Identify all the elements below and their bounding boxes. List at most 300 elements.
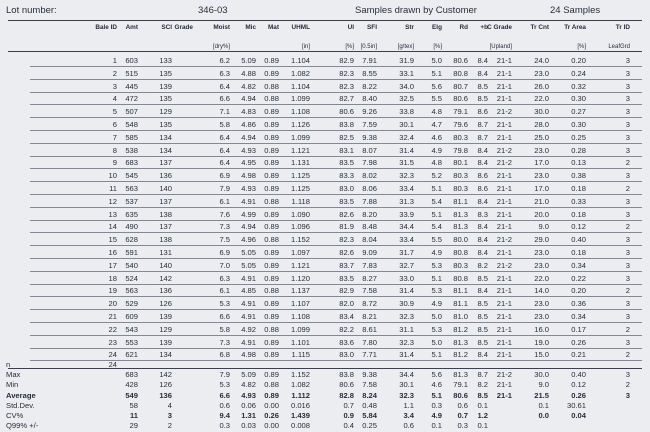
summary-value: 0.9: [343, 411, 354, 420]
table-cell: 8.4: [477, 68, 488, 78]
table-cell: 4.91: [241, 299, 256, 309]
table-cell: 5.1: [431, 350, 442, 360]
table-cell: 21-1: [496, 120, 512, 129]
table-cell: 3: [625, 94, 630, 104]
summary-value: 21-2: [496, 370, 512, 380]
table-cell: 15.0: [534, 350, 549, 360]
summary-value: 5.1: [431, 390, 442, 400]
summary-value: 0.00: [264, 421, 279, 431]
table-cell: 82.7: [339, 94, 354, 104]
row-divider: [30, 258, 642, 259]
table-cell: 0.13: [571, 158, 586, 168]
table-cell: 21-1: [496, 324, 512, 334]
table-cell: 8.4: [477, 158, 488, 168]
table-cell: 82.3: [339, 68, 354, 78]
column-header: Str: [405, 24, 414, 31]
table-cell: 21-1: [496, 68, 512, 78]
lot-value: 346-03: [198, 5, 228, 16]
table-cell: 82.0: [339, 299, 354, 309]
table-cell: 6.6: [219, 94, 230, 104]
table-cell: 4.94: [241, 132, 256, 142]
summary-value: 30.0: [534, 370, 549, 380]
column-unit: [%]: [345, 44, 354, 50]
table-cell: 80.8: [453, 273, 468, 283]
summary-value: 0.40: [571, 370, 586, 380]
table-cell: 81.3: [453, 337, 468, 347]
table-cell: 0.18: [571, 248, 586, 257]
table-cell: 8.22: [362, 81, 377, 91]
table-cell: 1.121: [290, 145, 310, 155]
table-cell: 21-1: [496, 56, 512, 65]
table-cell: 2: [625, 350, 630, 360]
row-divider: [30, 322, 642, 323]
table-cell: 5.3: [219, 299, 230, 309]
table-cell: 8.4: [477, 196, 488, 206]
table-cell: 18: [108, 273, 117, 283]
summary-value: 5.3: [219, 380, 230, 390]
table-cell: 5.2: [431, 171, 442, 181]
table-cell: 5.4: [431, 222, 442, 232]
summary-value: 0.89: [264, 390, 279, 400]
table-cell: 0.89: [264, 107, 279, 117]
table-cell: 1.104: [290, 56, 310, 65]
table-cell: 0.88: [264, 196, 279, 206]
table-cell: 7.3: [219, 222, 230, 232]
table-cell: 80.3: [453, 171, 468, 181]
table-cell: 0.89: [264, 184, 279, 193]
table-cell: 4.98: [241, 350, 256, 360]
table-cell: 82.5: [339, 132, 354, 142]
summary-value: 1.152: [290, 370, 310, 380]
table-cell: 5.1: [431, 184, 442, 193]
row-divider: [30, 271, 642, 272]
summary-value: 83.8: [339, 370, 354, 380]
table-cell: 507: [125, 107, 138, 117]
table-cell: 5.09: [241, 56, 256, 65]
table-cell: 80.1: [453, 158, 468, 168]
summary-value: 0.89: [264, 370, 279, 380]
summary-value: 79.1: [453, 380, 468, 390]
table-cell: 32.4: [399, 132, 414, 142]
table-cell: 83.5: [339, 273, 354, 283]
table-cell: 4.91: [241, 312, 256, 321]
summary-value: 0.06: [241, 400, 256, 410]
table-cell: 1.099: [290, 132, 310, 142]
table-cell: 8.6: [477, 171, 488, 181]
table-cell: 1.126: [290, 120, 310, 129]
summary-value: 9.38: [362, 370, 377, 380]
row-divider: [30, 168, 642, 169]
table-cell: 22: [108, 324, 117, 334]
table-cell: 8.4: [477, 222, 488, 232]
table-cell: 31.4: [399, 350, 414, 360]
table-cell: 7.6: [219, 209, 230, 219]
column-header: Elg: [432, 24, 442, 31]
table-cell: 21-1: [496, 248, 512, 257]
column-header: +b: [480, 24, 488, 31]
table-cell: 4.86: [241, 120, 256, 129]
table-cell: 3: [625, 299, 630, 309]
table-cell: 1.097: [290, 248, 310, 257]
table-cell: 0.89: [264, 248, 279, 257]
table-cell: 9: [112, 158, 117, 168]
summary-value: 3: [625, 370, 630, 380]
summary-value: 0.25: [362, 421, 377, 431]
table-cell: 14: [108, 222, 117, 232]
table-cell: 138: [159, 209, 172, 219]
table-cell: 83.0: [339, 350, 354, 360]
table-cell: 80.6: [339, 107, 354, 117]
table-cell: 5.3: [431, 286, 442, 296]
table-cell: 472: [125, 94, 138, 104]
table-cell: 81.1: [453, 299, 468, 309]
table-cell: 80.8: [453, 248, 468, 257]
row-divider: [30, 104, 642, 105]
table-cell: 21-1: [496, 196, 512, 206]
table-cell: 21-1: [496, 184, 512, 193]
table-cell: 0.32: [571, 81, 586, 91]
table-cell: 4.7: [431, 120, 442, 129]
table-cell: 5.6: [431, 81, 442, 91]
table-cell: 0.89: [264, 120, 279, 129]
column-header: C Grade: [487, 24, 512, 31]
table-cell: 8.4: [477, 350, 488, 360]
table-cell: 0.21: [571, 350, 586, 360]
row-divider: [30, 79, 642, 80]
table-cell: 21-2: [496, 235, 512, 245]
summary-value: 1.1: [403, 400, 414, 410]
table-cell: 5.5: [431, 235, 442, 245]
table-cell: 529: [125, 299, 138, 309]
row-divider: [30, 296, 642, 297]
table-cell: 3: [625, 273, 630, 283]
table-cell: 81.2: [453, 324, 468, 334]
table-cell: 6.4: [219, 81, 230, 91]
summary-value: 21-1: [496, 390, 512, 400]
table-cell: 0.88: [264, 324, 279, 334]
table-cell: 16.0: [534, 324, 549, 334]
table-cell: 8.6: [477, 184, 488, 193]
summary-value: 30.1: [399, 380, 414, 390]
table-cell: 134: [159, 350, 172, 360]
table-cell: 2: [625, 286, 630, 296]
table-cell: 81.0: [453, 312, 468, 321]
table-cell: 0.36: [571, 299, 586, 309]
table-cell: 133: [159, 56, 172, 65]
row-divider: [30, 181, 642, 182]
summary-value: 0.7: [457, 411, 468, 420]
table-cell: 8.4: [477, 56, 488, 65]
table-cell: 0.27: [571, 107, 586, 117]
summary-value: 0.48: [362, 400, 377, 410]
table-cell: 0.89: [264, 350, 279, 360]
summary-value: 0.6: [219, 400, 230, 410]
table-cell: 12: [108, 196, 117, 206]
table-cell: 31.7: [399, 248, 414, 257]
table-cell: 32.3: [399, 337, 414, 347]
table-cell: 0.38: [571, 171, 586, 181]
summary-value: 8.5: [477, 390, 488, 400]
table-cell: 8.5: [477, 94, 488, 104]
column-header: Rd: [459, 24, 468, 31]
table-cell: 7.9: [219, 184, 230, 193]
table-cell: 8.5: [477, 273, 488, 283]
table-cell: 17.0: [534, 158, 549, 168]
summary-label: Average: [6, 390, 36, 400]
row-divider: [30, 156, 642, 157]
table-cell: 4.93: [241, 145, 256, 155]
table-cell: 4.96: [241, 235, 256, 245]
summary-value: 8.24: [362, 390, 377, 400]
table-cell: 8.4: [477, 235, 488, 245]
table-cell: 139: [159, 81, 172, 91]
summary-value: 80.6: [339, 380, 354, 390]
table-cell: 7.98: [362, 158, 377, 168]
table-cell: 5.1: [431, 209, 442, 219]
table-cell: 0.25: [571, 132, 586, 142]
table-cell: 0.20: [571, 56, 586, 65]
summary-value: 4.6: [431, 380, 442, 390]
row-divider: [30, 220, 642, 221]
table-cell: 8.55: [362, 68, 377, 78]
summary-value: 0.7: [343, 400, 354, 410]
table-cell: 135: [159, 94, 172, 104]
table-cell: 0.40: [571, 235, 586, 245]
table-cell: 81.9: [339, 222, 354, 232]
table-cell: 0.89: [264, 68, 279, 78]
table-cell: 131: [159, 248, 172, 257]
table-cell: 9.0: [538, 222, 549, 232]
summary-value: 428: [125, 380, 138, 390]
summary-value: 81.3: [453, 370, 468, 380]
table-cell: 5.4: [431, 196, 442, 206]
table-cell: 8.6: [477, 107, 488, 117]
summary-value: 82.8: [339, 390, 354, 400]
table-cell: 0.24: [571, 68, 586, 78]
table-cell: 20: [108, 299, 117, 309]
table-cell: 81.3: [453, 222, 468, 232]
table-cell: 1.152: [290, 235, 310, 245]
table-cell: 5.1: [431, 273, 442, 283]
table-cell: 34.4: [399, 222, 414, 232]
table-cell: 1.107: [290, 299, 310, 309]
table-cell: 3: [625, 196, 630, 206]
table-cell: 3: [625, 312, 630, 321]
table-cell: 4.95: [241, 158, 256, 168]
summary-value: 0.3: [431, 400, 442, 410]
table-cell: 31.4: [399, 145, 414, 155]
row-divider: [30, 117, 642, 118]
table-cell: 81.1: [453, 286, 468, 296]
table-cell: 31.4: [399, 286, 414, 296]
table-cell: 139: [159, 312, 172, 321]
row-divider: [30, 92, 642, 93]
table-cell: 0.89: [264, 158, 279, 168]
row-divider: [30, 348, 642, 349]
table-cell: 445: [125, 81, 138, 91]
table-cell: 21-1: [496, 94, 512, 104]
table-cell: 135: [159, 68, 172, 78]
table-cell: 4.94: [241, 222, 256, 232]
table-cell: 8.5: [477, 312, 488, 321]
summary-value: 32.3: [399, 390, 414, 400]
table-cell: 2: [625, 324, 630, 334]
table-cell: 81.3: [453, 209, 468, 219]
table-cell: 81.2: [453, 350, 468, 360]
table-cell: 563: [125, 286, 138, 296]
summary-value: 0.0: [538, 411, 549, 420]
table-cell: 23.0: [534, 145, 549, 155]
table-cell: 21-1: [496, 299, 512, 309]
table-cell: 4.98: [241, 171, 256, 181]
sample-count: 24 Samples: [550, 5, 601, 16]
table-cell: 21-1: [496, 171, 512, 181]
table-cell: 83.5: [339, 196, 354, 206]
summary-value: 4.82: [241, 380, 256, 390]
summary-value: 24: [108, 360, 117, 369]
column-unit: [g/tex]: [397, 44, 414, 50]
table-cell: 83.5: [339, 158, 354, 168]
table-cell: 24: [108, 350, 117, 360]
table-cell: 0.89: [264, 337, 279, 347]
summary-value: 9.4: [219, 411, 230, 420]
summary-value: 4.93: [241, 390, 256, 400]
summary-value: 58: [129, 400, 138, 410]
table-cell: 8.04: [362, 235, 377, 245]
summary-value: 7.9: [219, 370, 230, 380]
column-header: Grade: [174, 24, 193, 31]
table-cell: 6.4: [219, 145, 230, 155]
table-cell: 8.2: [477, 260, 488, 270]
table-cell: 1.118: [291, 196, 310, 206]
table-cell: 4.94: [241, 94, 256, 104]
table-cell: 4.8: [431, 158, 442, 168]
summary-value: 0.6: [403, 421, 414, 431]
column-header: Moist: [213, 24, 230, 31]
table-cell: 33.1: [399, 68, 414, 78]
summary-value: 1.31: [241, 411, 256, 420]
table-cell: 8: [112, 145, 117, 155]
table-cell: 0.89: [264, 56, 279, 65]
table-cell: 0.89: [264, 145, 279, 155]
table-cell: 2: [112, 68, 117, 78]
row-divider: [30, 66, 642, 67]
table-cell: 0.88: [264, 235, 279, 245]
table-cell: 126: [159, 299, 172, 309]
table-cell: 9.09: [362, 248, 377, 257]
table-cell: 4.99: [241, 209, 256, 219]
table-cell: 1.120: [290, 273, 310, 283]
summary-value: 0.016: [290, 400, 310, 410]
table-cell: 83.7: [339, 260, 354, 270]
table-cell: 4.91: [241, 196, 256, 206]
table-cell: 21-1: [496, 132, 512, 142]
summary-value: 2: [167, 421, 172, 431]
summary-value: 0.03: [241, 421, 256, 431]
column-header: Bale ID: [95, 24, 117, 31]
summary-value: 0.00: [264, 400, 279, 410]
table-cell: 5.0: [431, 56, 442, 65]
summary-value: 0.008: [290, 421, 310, 431]
table-cell: 4.91: [241, 273, 256, 283]
table-cell: 15: [108, 235, 117, 245]
table-cell: 585: [125, 132, 138, 142]
table-cell: 0.30: [571, 120, 586, 129]
table-cell: 0.89: [264, 312, 279, 321]
table-cell: 1.121: [290, 260, 310, 270]
summary-value: 1.439: [290, 411, 310, 420]
summary-value: 80.6: [453, 390, 468, 400]
summary-value: 142: [159, 370, 172, 380]
summary-label: Std.Dev.: [6, 400, 35, 410]
table-cell: 6.2: [219, 56, 230, 65]
summary-value: 0.26: [571, 390, 586, 400]
table-cell: 8.5: [477, 337, 488, 347]
table-cell: 8.06: [362, 184, 377, 193]
summary-value: 1.2: [477, 411, 488, 420]
table-cell: 0.34: [571, 260, 586, 270]
summary-value: 29: [129, 421, 138, 431]
table-cell: 83.1: [339, 145, 354, 155]
column-header: UHML: [291, 24, 310, 31]
summary-label: Max: [6, 370, 21, 380]
table-cell: 25.0: [534, 132, 549, 142]
column-unit: [%]: [577, 44, 586, 50]
column-unit: [Upland]: [489, 44, 512, 50]
table-cell: 79.1: [453, 107, 468, 117]
table-cell: 7.71: [362, 350, 377, 360]
table-cell: 134: [159, 145, 172, 155]
table-cell: 8.61: [362, 324, 377, 334]
summary-value: 1.112: [291, 390, 310, 400]
table-cell: 3: [625, 68, 630, 78]
column-header: SCI: [161, 24, 172, 31]
table-cell: 3: [625, 107, 630, 117]
summary-value: 0.88: [264, 380, 279, 390]
table-cell: 32.7: [399, 260, 414, 270]
table-cell: 3: [112, 81, 117, 91]
table-cell: 82.3: [339, 81, 354, 91]
table-cell: 5.05: [241, 260, 256, 270]
table-cell: 1.108: [290, 107, 310, 117]
table-cell: 4.8: [431, 107, 442, 117]
table-cell: 11: [109, 184, 117, 193]
table-cell: 524: [125, 273, 138, 283]
table-cell: 21-2: [496, 158, 512, 168]
table-cell: 6.3: [219, 273, 230, 283]
table-cell: 3: [625, 260, 630, 270]
table-cell: 9.26: [362, 107, 377, 117]
column-header: UI: [347, 24, 354, 31]
table-cell: 0.88: [264, 286, 279, 296]
header-divider: [8, 51, 642, 52]
table-cell: 31.3: [399, 196, 414, 206]
table-cell: 0.89: [264, 260, 279, 270]
summary-value: 4: [167, 400, 172, 410]
summary-value: 0.04: [571, 411, 586, 420]
table-cell: 21-1: [496, 209, 512, 219]
table-cell: 28.0: [534, 120, 549, 129]
column-unit: [dry%]: [212, 44, 230, 50]
table-cell: 33.4: [399, 184, 414, 193]
table-cell: 6.4: [219, 158, 230, 168]
table-cell: 23.0: [534, 248, 549, 257]
table-cell: 603: [125, 56, 138, 65]
table-cell: 22.0: [534, 94, 549, 104]
summary-value: 549: [125, 390, 138, 400]
table-cell: 6.9: [219, 171, 230, 181]
summary-divider: [8, 368, 642, 369]
